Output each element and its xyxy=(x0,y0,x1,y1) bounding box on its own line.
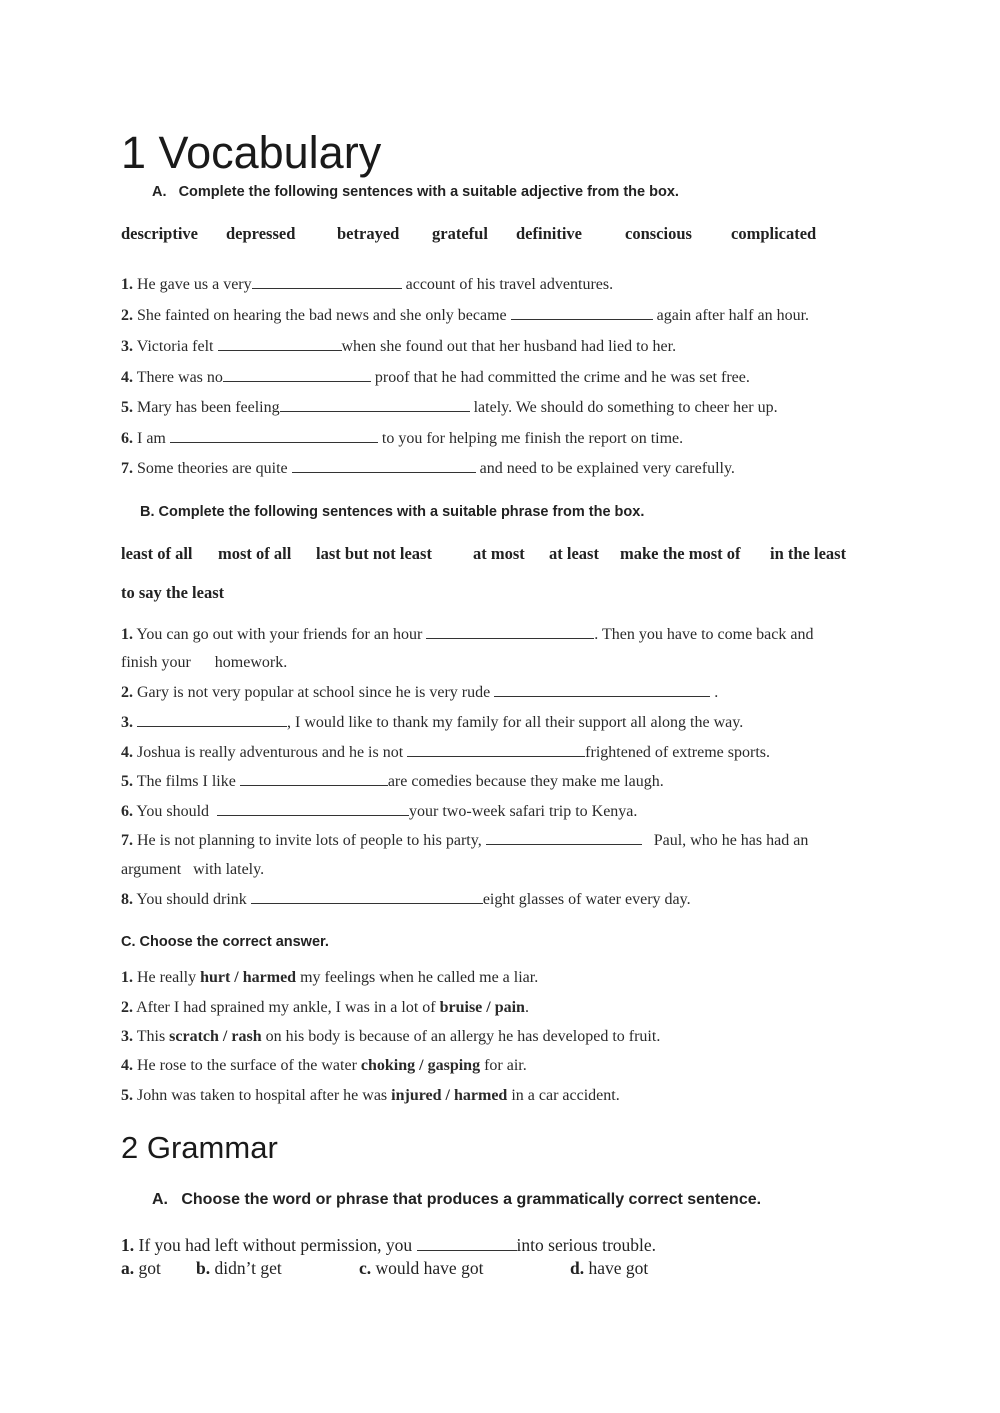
answer-blank[interactable] xyxy=(223,368,371,382)
question-b-6: 6. You should your two-week safari trip to Kenya. xyxy=(121,803,638,820)
answer-blank[interactable] xyxy=(494,683,710,697)
question-a-4: 4. There was no proof that he had committed the crime and he was set free. xyxy=(121,369,750,386)
section-heading-vocabulary xyxy=(121,125,381,181)
question-a-5: 5. Mary has been feeling lately. We should do something to cheer her up. xyxy=(121,399,778,416)
option-b[interactable]: b. didn’t get xyxy=(196,1258,282,1278)
question-a-1: 1. He gave us a very account of his travel adventures. xyxy=(121,276,614,293)
answer-blank[interactable] xyxy=(426,625,594,639)
answer-blank[interactable] xyxy=(137,713,287,727)
question-c-5: 5. John was taken to hospital after he was injured / harmed in a car accident. xyxy=(121,1087,620,1104)
phrase-bank-item: to say the least xyxy=(121,583,225,602)
question-c-4: 4. He rose to the surface of the water choking / gasping for air. xyxy=(121,1057,527,1074)
heading-text: Grammar xyxy=(146,1130,278,1165)
heading-text: Vocabulary xyxy=(158,127,382,178)
instruction-b: B. Complete the following sentences with a suitable phrase from the box. xyxy=(140,504,645,520)
answer-blank[interactable] xyxy=(486,831,642,845)
option-c[interactable]: c. would have got xyxy=(359,1258,484,1278)
answer-blank[interactable] xyxy=(218,337,342,351)
word-bank-item: descriptive xyxy=(121,224,198,243)
answer-blank[interactable] xyxy=(511,306,653,320)
question-b-2: 2. Gary is not very popular at school since he is very rude . xyxy=(121,684,719,701)
question-a-6: 6. I am to you for helping me finish the report on time. xyxy=(121,430,684,447)
phrase-bank-item: at least xyxy=(549,544,599,563)
phrase-bank-item: most of all xyxy=(218,544,292,563)
question-a-3: 3. Victoria felt when she found out that her husband had lied to her. xyxy=(121,338,677,355)
grammar-question-1: 1. If you had left without permission, you into serious trouble. xyxy=(121,1235,657,1255)
question-a-2: 2. She fainted on hearing the bad news and she only became again after half an hour. xyxy=(121,307,810,324)
option-a[interactable]: a. got xyxy=(121,1258,161,1278)
answer-blank[interactable] xyxy=(417,1237,517,1251)
question-b-8: 8. You should drink eight glasses of water every day. xyxy=(121,891,691,908)
question-a-7: 7. Some theories are quite and need to be explained very carefully. xyxy=(121,460,735,477)
answer-blank[interactable] xyxy=(252,275,402,289)
instruction-a: A. Complete the following sentences with a suitable adjective from the box. xyxy=(152,184,679,200)
question-c-3: 3. This scratch / rash on his body is because of an allergy he has developed to fruit. xyxy=(121,1028,661,1045)
question-b-4: 4. Joshua is really adventurous and he is not frightened of extreme sports. xyxy=(121,744,770,761)
phrase-bank-item: last but not least xyxy=(316,544,432,563)
question-b-3: 3. , I would like to thank my family for all their support all along the way. xyxy=(121,714,744,731)
word-bank-item: betrayed xyxy=(337,224,400,243)
phrase-bank-item: at most xyxy=(473,544,525,563)
phrase-bank-item: in the least xyxy=(770,544,847,563)
question-b-1-continued: finish your homework. xyxy=(121,654,288,671)
answer-choice[interactable]: choking / gasping xyxy=(360,1057,481,1074)
question-b-5: 5. The films I like are comedies because they make me laugh. xyxy=(121,773,664,790)
answer-blank[interactable] xyxy=(280,398,470,412)
answer-blank[interactable] xyxy=(240,772,388,786)
answer-blank[interactable] xyxy=(407,743,585,757)
answer-choice[interactable]: bruise / pain xyxy=(439,999,525,1016)
answer-blank[interactable] xyxy=(251,890,483,904)
word-bank-item: definitive xyxy=(516,224,582,243)
instruction-grammar-a: A. Choose the word or phrase that produces a grammatically correct sentence. xyxy=(152,1191,762,1208)
answer-blank[interactable] xyxy=(292,459,476,473)
answer-choice[interactable]: injured / harmed xyxy=(391,1087,508,1104)
phrase-bank-item: least of all xyxy=(121,544,193,563)
answer-blank[interactable] xyxy=(217,802,409,816)
word-bank-item: depressed xyxy=(226,224,296,243)
word-bank-item: conscious xyxy=(625,224,692,243)
instruction-c: C. Choose the correct answer. xyxy=(121,934,329,950)
phrase-bank-item: make the most of xyxy=(620,544,741,563)
heading-number: 2 xyxy=(121,1130,139,1165)
question-c-1: 1. He really hurt / harmed my feelings when he called me a liar. xyxy=(121,969,539,986)
question-c-2: 2. After I had sprained my ankle, I was in a lot of bruise / pain. xyxy=(121,999,529,1016)
answer-choice[interactable]: scratch / rash xyxy=(169,1028,262,1045)
answer-blank[interactable] xyxy=(170,429,378,443)
heading-number: 1 xyxy=(121,127,147,178)
option-d[interactable]: d. have got xyxy=(570,1258,649,1278)
word-bank-item: grateful xyxy=(432,224,488,243)
question-b-7: 7. He is not planning to invite lots of people to his party, Paul, who he has had an xyxy=(121,832,809,849)
question-b-7-continued: argument with lately. xyxy=(121,861,265,878)
answer-choice[interactable]: hurt / harmed xyxy=(200,969,297,986)
section-heading-grammar xyxy=(121,1128,278,1168)
word-bank-item: complicated xyxy=(731,224,817,243)
question-b-1: 1. You can go out with your friends for an hour . Then you have to come back and xyxy=(121,626,814,643)
